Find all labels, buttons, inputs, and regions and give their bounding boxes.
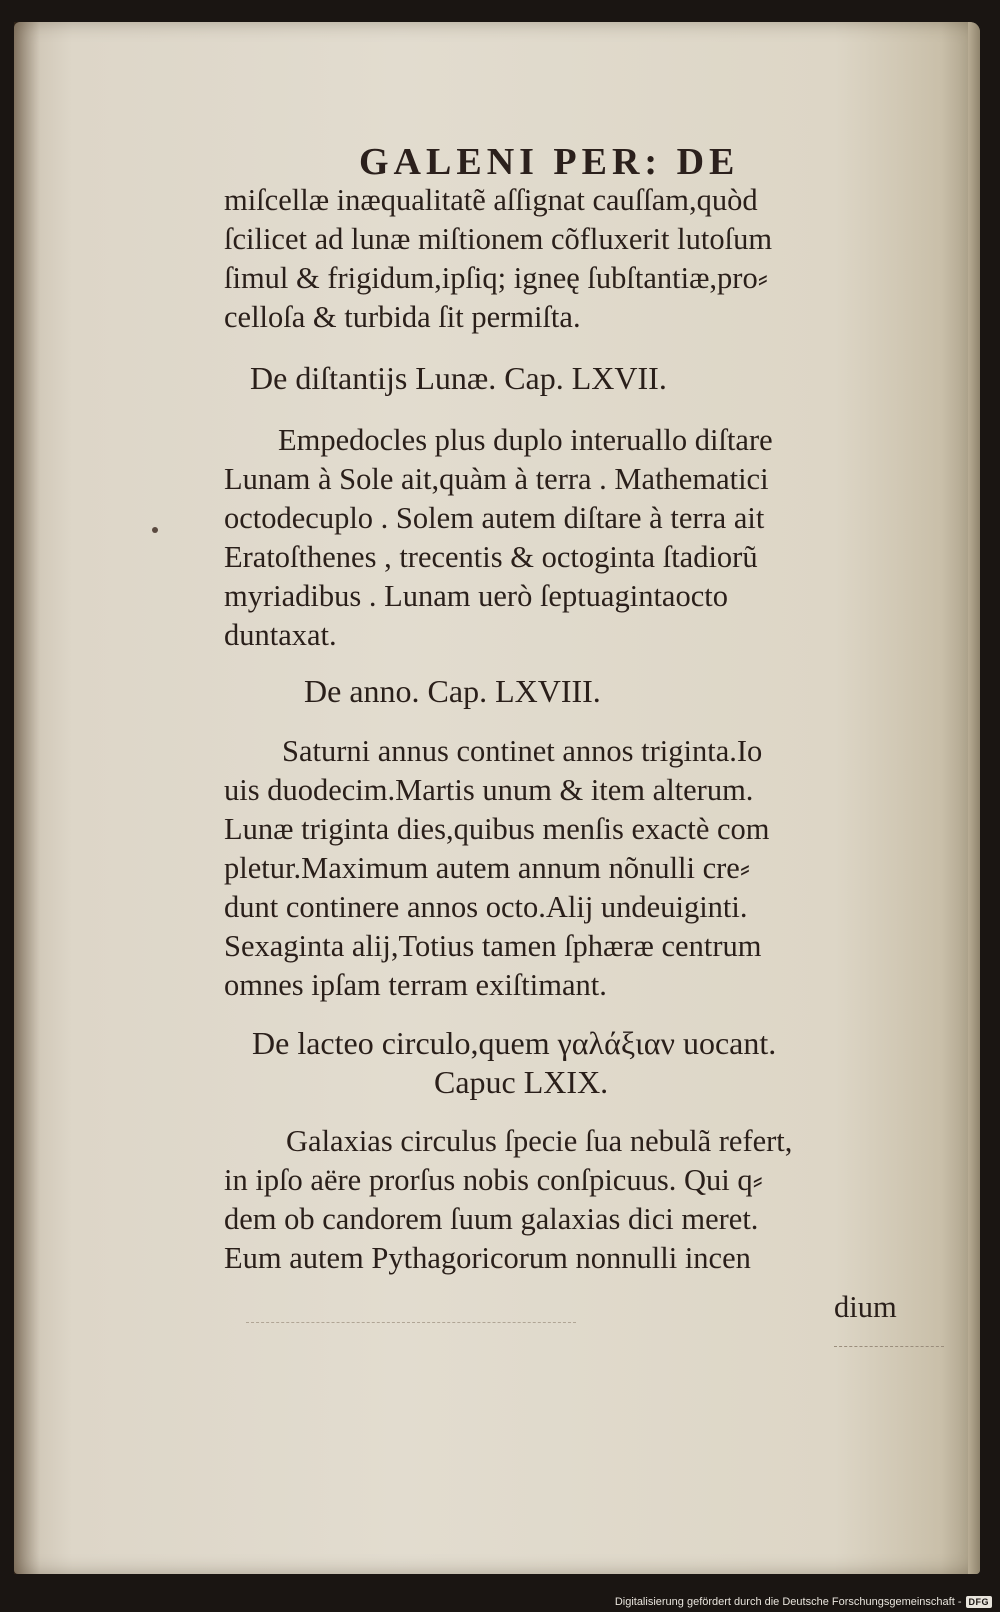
text-line: ſimul & frigidum,ipſiq; igneę ſubſtantiæ,pro⸗ xyxy=(224,261,768,295)
text-line: omnes ipſam terram exiſtimant. xyxy=(224,968,607,1002)
text-line: dem ob candorem ſuum galaxias dici meret. xyxy=(224,1202,759,1236)
running-head: GALENI PER: DE xyxy=(359,141,740,183)
text-line: dunt continere annos octo.Alij undeuiginti. xyxy=(224,890,748,924)
book-page xyxy=(14,22,980,1574)
text-line: myriadibus . Lunam uerò ſeptuagintaocto xyxy=(224,579,728,613)
digitization-credit xyxy=(615,1596,992,1608)
page-text xyxy=(14,22,980,1574)
text-line: Saturni annus continet annos triginta.Io xyxy=(282,734,763,768)
text-line: Lunæ triginta dies,quibus menſis exactè com xyxy=(224,812,770,846)
chapter-heading: De lacteo circulo,quem γαλάξιαν uocant. xyxy=(252,1025,777,1061)
text-line: ſcilicet ad lunæ miſtionem cõfluxerit lutoſum xyxy=(224,222,773,256)
text-line: octodecuplo . Solem autem diſtare à terra ait xyxy=(224,501,765,535)
text-line: pletur.Maximum autem annum nõnulli cre⸗ xyxy=(224,851,751,885)
text-line: duntaxat. xyxy=(224,618,337,652)
catchword-rule xyxy=(834,1346,944,1347)
text-line: miſcellæ inæqualitatẽ aſſignat cauſſam,quòd xyxy=(224,183,758,217)
text-line: Eratoſthenes , trecentis & octoginta ſtadiorũ xyxy=(224,540,758,574)
dfg-logo-icon: DFG xyxy=(966,1596,993,1608)
ink-spot xyxy=(152,527,158,533)
credit-text: Digitalisierung gefördert durch die Deutsche Forschungsgemeinschaft - xyxy=(614,1596,962,1608)
text-line: Empedocles plus duplo interuallo diſtare xyxy=(278,423,773,457)
chapter-heading: De diſtantijs Lunæ. Cap. LXVII. xyxy=(250,360,667,396)
text-line: in ipſo aëre prorſus nobis conſpicuus. Qui q⸗ xyxy=(224,1163,763,1197)
text-line: Galaxias circulus ſpecie ſua nebulã refert, xyxy=(286,1124,793,1158)
text-line: Sexaginta alij,Totius tamen ſphæræ centrum xyxy=(224,929,762,963)
text-line: uis duodecim.Martis unum & item alterum. xyxy=(224,773,754,807)
catchword: dium xyxy=(834,1290,897,1324)
text-line: Eum autem Pythagoricorum nonnulli incen xyxy=(224,1241,751,1275)
chapter-heading: De anno. Cap. LXVIII. xyxy=(304,673,601,709)
chapter-heading: Capuc LXIX. xyxy=(434,1064,609,1100)
show-through-rule xyxy=(246,1322,576,1323)
text-line: Lunam à Sole ait,quàm à terra . Mathematici xyxy=(224,462,769,496)
text-line: celloſa & turbida ſit permiſta. xyxy=(224,300,581,334)
